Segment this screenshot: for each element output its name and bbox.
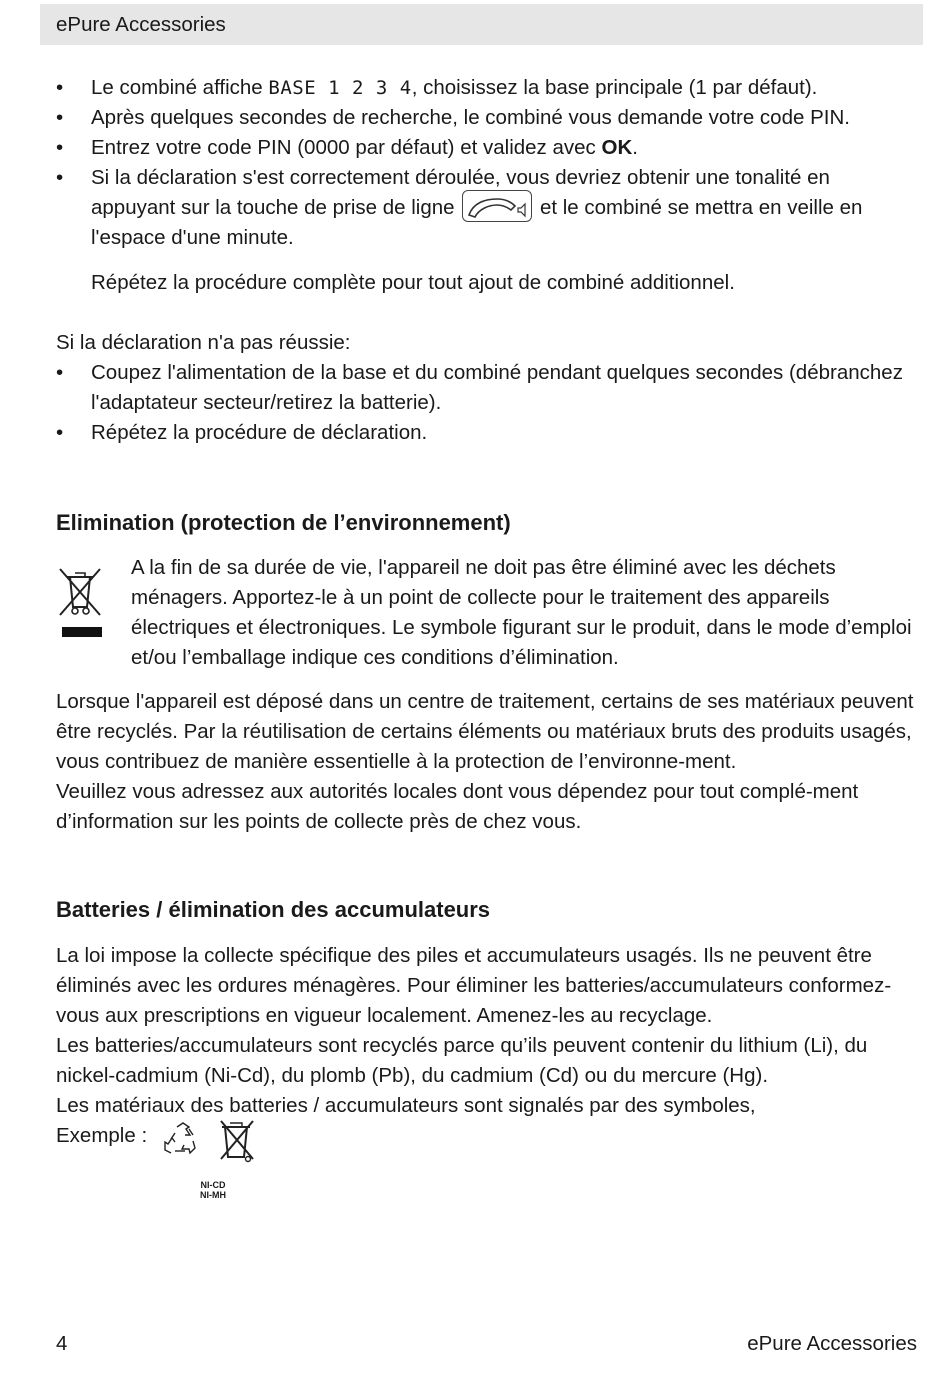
weee-block bbox=[56, 553, 918, 673]
lcd-display-text: BASE 1 2 3 4 bbox=[268, 77, 412, 99]
phone-handset-icon bbox=[462, 190, 532, 222]
page-header bbox=[40, 4, 923, 45]
registration-steps bbox=[56, 73, 918, 253]
list-item: • Le combiné affiche BASE 1 2 3 4, choisissez la base principale (1 par défaut). bbox=[56, 73, 918, 103]
header-title: ePure Accessories bbox=[56, 13, 226, 36]
battery-type-label: NI-MH bbox=[200, 1190, 226, 1200]
batteries-law-paragraph: La loi impose la collecte spécifique des piles et accumulateurs usagés. Ils ne peuvent être éliminés avec les ordures ménagères. Pour éliminer les batteries/accumulateurs conformez-vous aux prescriptions en vigueur localement. Amenez-les au recyclage. bbox=[56, 944, 892, 1027]
batteries-symbols-paragraph: Les matériaux des batteries / accumulateurs sont signalés par des symboles, bbox=[56, 1094, 756, 1117]
example-row bbox=[56, 1121, 918, 1200]
list-item: • Si la déclaration s'est correctement déroulée, vous devriez obtenir une tonalité en appuyant sur la touche de prise de ligne et le combiné se mettra en veille en l'espace d'une minute. bbox=[56, 163, 918, 253]
ok-key-label: OK bbox=[601, 136, 633, 159]
authorities-paragraph: Veuillez vous adressez aux autorités locales dont vous dépendez pour tout complé-ment d’information sur les points de collecte près de chez vous. bbox=[56, 780, 859, 833]
page-number: 4 bbox=[56, 1332, 68, 1355]
page-content bbox=[56, 73, 918, 1200]
example-label: Exemple : bbox=[56, 1124, 148, 1147]
list-item: • Répétez la procédure de déclaration. bbox=[56, 418, 918, 448]
recycling-paragraph: Lorsque l'appareil est déposé dans un centre de traitement, certains de ses matériaux peuvent être recyclés. Par la réutilisation de certains éléments ou matériaux bruts des produits usagés, vous contribuez de manière essentielle à la protection de l’environne-ment. bbox=[56, 690, 914, 773]
recycle-icon bbox=[163, 1119, 263, 1171]
battery-symbols bbox=[163, 1119, 263, 1200]
list-item: • Coupez l'alimentation de la base et du combiné pendant quelques secondes (débranchez l'adaptateur secteur/retirez la batterie). bbox=[56, 358, 918, 418]
list-item: • Entrez votre code PIN (0000 par défaut) et validez avec OK. bbox=[56, 133, 918, 163]
repeat-note: Répétez la procédure complète pour tout ajout de combiné additionnel. bbox=[91, 271, 735, 294]
batteries-heading: Batteries / élimination des accumulateurs bbox=[56, 897, 491, 922]
failure-steps bbox=[56, 358, 918, 448]
footer-brand: ePure Accessories bbox=[747, 1332, 917, 1355]
crossed-out-bin-icon bbox=[56, 563, 106, 652]
failure-intro: Si la déclaration n'a pas réussie: bbox=[56, 331, 351, 354]
weee-text: A la fin de sa durée de vie, l'appareil ne doit pas être éliminé avec les déchets ménagers. Apportez-le à un point de collecte pour le traitement des appareils électriques et électroniques. Le symbole figurant sur le produit, dans le mode d’emploi et/ou l’emballage indique ces conditions d’élimination. bbox=[131, 556, 912, 669]
batteries-contents-paragraph: Les batteries/accumulateurs sont recyclés parce qu’ils peuvent contenir du lithium (Li), du nickel-cadmium (Ni-Cd), du plomb (Pb), du cadmium (Cd) ou du mercure (Hg). bbox=[56, 1034, 868, 1087]
battery-type-label: NI-CD bbox=[200, 1180, 226, 1190]
elimination-heading: Elimination (protection de l’environnement) bbox=[56, 510, 511, 535]
list-item: • Après quelques secondes de recherche, le combiné vous demande votre code PIN. bbox=[56, 103, 918, 133]
